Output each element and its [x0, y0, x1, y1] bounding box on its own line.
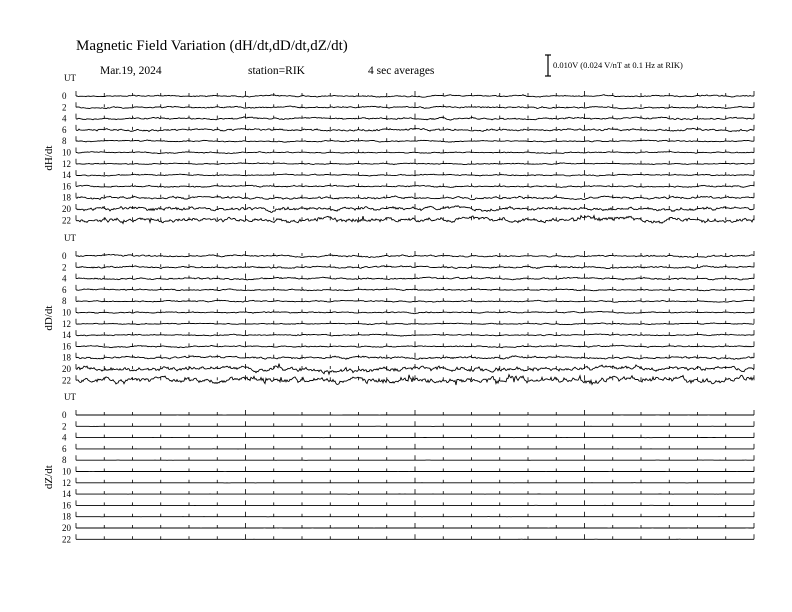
hour-tick-label: 6 [62, 284, 67, 295]
component-label: dD/dt [43, 305, 55, 331]
hour-tick-label: 22 [62, 375, 71, 386]
hour-tick-label: 14 [62, 489, 71, 500]
hour-tick-label: 10 [62, 466, 71, 477]
hour-tick-label: 2 [62, 421, 67, 432]
hour-tick-label: 10 [62, 307, 71, 318]
hour-tick-label: 2 [62, 262, 67, 273]
hour-tick-label: 8 [62, 455, 67, 466]
hour-tick-label: 0 [62, 251, 67, 261]
hour-tick-label: 20 [62, 523, 71, 533]
station-label: station=RIK [248, 65, 305, 77]
hour-tick-label: 0 [62, 410, 67, 420]
panel-dd-dt [43, 233, 754, 385]
hour-tick-label: 4 [62, 273, 67, 284]
panel-dh-dt [43, 73, 754, 225]
hour-tick-label: 16 [62, 181, 71, 192]
hour-tick-label: 22 [62, 215, 71, 226]
hour-tick-label: 10 [62, 147, 71, 158]
hour-tick-label: 20 [62, 364, 71, 374]
hour-tick-label: 4 [62, 113, 67, 124]
panel-dz-dt [43, 392, 754, 544]
scale-label: 0.010V (0.024 V/nT at 0.1 Hz at RIK) [553, 60, 683, 70]
hour-tick-label: 12 [62, 318, 71, 329]
hour-tick-label: 4 [62, 432, 67, 443]
hour-tick-label: 0 [62, 91, 67, 101]
hour-tick-label: 6 [62, 124, 67, 135]
hour-tick-label: 14 [62, 330, 71, 341]
hour-tick-label: 8 [62, 296, 67, 307]
hour-tick-label: 8 [62, 136, 67, 147]
hour-tick-label: 18 [62, 511, 71, 522]
hour-tick-label: 12 [62, 477, 71, 488]
hour-tick-label: 18 [62, 352, 71, 363]
hour-tick-label: 22 [62, 534, 71, 545]
averaging-label: 4 sec averages [368, 65, 435, 77]
component-label: dZ/dt [43, 465, 55, 490]
ut-axis-label: UT [64, 73, 76, 83]
component-label: dH/dt [43, 145, 55, 171]
hour-tick-label: 6 [62, 443, 67, 454]
hour-tick-label: 16 [62, 341, 71, 352]
hour-tick-label: 18 [62, 192, 71, 203]
chart-title: Magnetic Field Variation (dH/dt,dD/dt,dZ/dt) [76, 38, 348, 54]
date-label: Mar.19, 2024 [100, 65, 162, 77]
hour-tick-label: 2 [62, 102, 67, 113]
ut-axis-label: UT [64, 392, 76, 402]
ut-axis-label: UT [64, 233, 76, 243]
hour-tick-label: 20 [62, 204, 71, 214]
hour-tick-label: 16 [62, 500, 71, 511]
hour-tick-label: 14 [62, 170, 71, 181]
hour-tick-label: 12 [62, 158, 71, 169]
scale-bar [545, 55, 551, 76]
